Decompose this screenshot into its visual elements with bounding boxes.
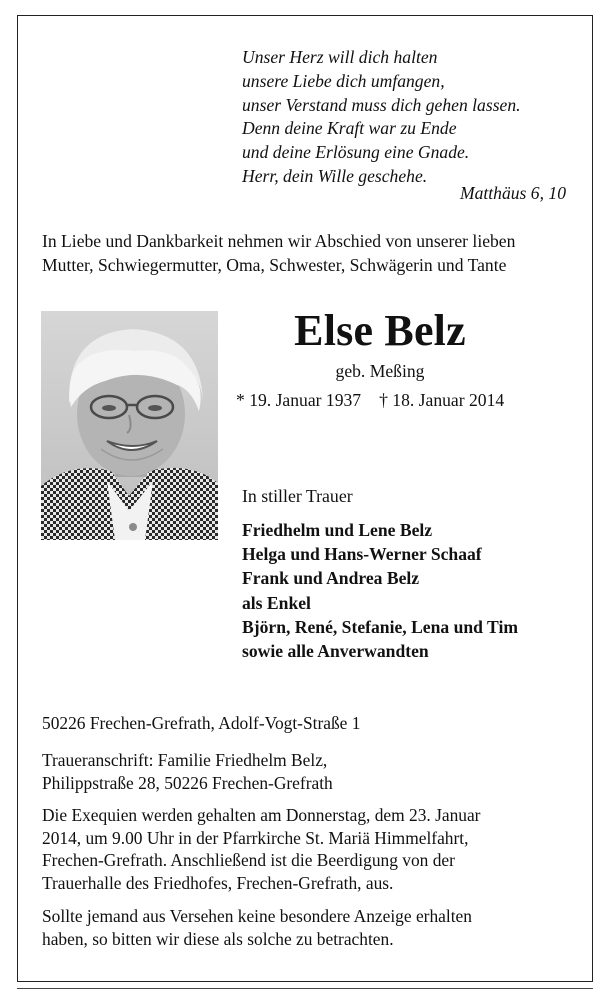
poem-line: Unser Herz will dich halten <box>242 47 438 67</box>
death-date: † 18. Januar 2014 <box>379 390 505 410</box>
intro-text <box>42 229 582 277</box>
poem <box>242 46 572 189</box>
mailing-line: Philippstraße 28, 50226 Frechen-Grefrath <box>42 772 333 793</box>
service-line: Die Exequien werden gehalten am Donnerstag, dem 23. Januar <box>42 805 481 825</box>
service-line: Trauerhalle des Friedhofes, Frechen-Grefrath, aus. <box>42 872 394 893</box>
mailing-line: Traueranschrift: Familie Friedhelm Belz, <box>42 750 328 770</box>
portrait-image <box>41 311 218 540</box>
family-address: 50226 Frechen-Grefrath, Adolf-Vogt-Straße 1 <box>42 713 361 733</box>
intro-line: Mutter, Schwiegermutter, Oma, Schwester, Schwägerin und Tante <box>42 255 507 275</box>
notice-line: haben, so bitten wir diese als solche zu betrachten. <box>42 928 394 949</box>
mourners-list <box>242 518 518 663</box>
mourner-line: Helga und Hans-Werner Schaaf <box>242 544 482 565</box>
mourner-line: Friedhelm und Lene Belz <box>242 520 433 540</box>
life-dates <box>236 390 504 411</box>
poem-line: unsere Liebe dich umfangen, <box>242 70 445 91</box>
mourner-line: Björn, René, Stefanie, Lena und Tim <box>242 616 518 637</box>
deceased-name: Else Belz <box>294 306 466 355</box>
mourner-line: als Enkel <box>242 592 311 613</box>
mourning-heading: In stiller Trauer <box>242 486 353 506</box>
notice-line: Sollte jemand aus Versehen keine besondere Anzeige erhalten <box>42 906 472 926</box>
bottom-rule <box>17 988 593 989</box>
service-line: Frechen-Grefrath. Anschließend ist die Beerdigung von der <box>42 850 455 870</box>
mourner-line: Frank und Andrea Belz <box>242 568 420 589</box>
poem-line: Denn deine Kraft war zu Ende <box>242 118 457 139</box>
mourner-line: sowie alle Anverwandten <box>242 641 429 662</box>
poem-line: und deine Erlösung eine Gnade. <box>242 142 470 163</box>
portrait-photo <box>41 311 218 540</box>
service-info <box>42 804 582 894</box>
poem-source: Matthäus 6, 10 <box>459 183 566 203</box>
service-line: 2014, um 9.00 Uhr in der Pfarrkirche St. Mariä Himmelfahrt, <box>42 827 469 848</box>
notice-text <box>42 905 582 950</box>
poem-line: unser Verstand muss dich gehen lassen. <box>242 94 521 115</box>
mailing-address <box>42 749 582 794</box>
intro-line: In Liebe und Dankbarkeit nehmen wir Abschied von unserer lieben <box>42 231 516 251</box>
poem-line: Herr, dein Wille geschehe. <box>242 165 428 186</box>
birth-name: geb. Meßing <box>335 361 425 381</box>
birth-date: * 19. Januar 1937 <box>236 390 362 410</box>
